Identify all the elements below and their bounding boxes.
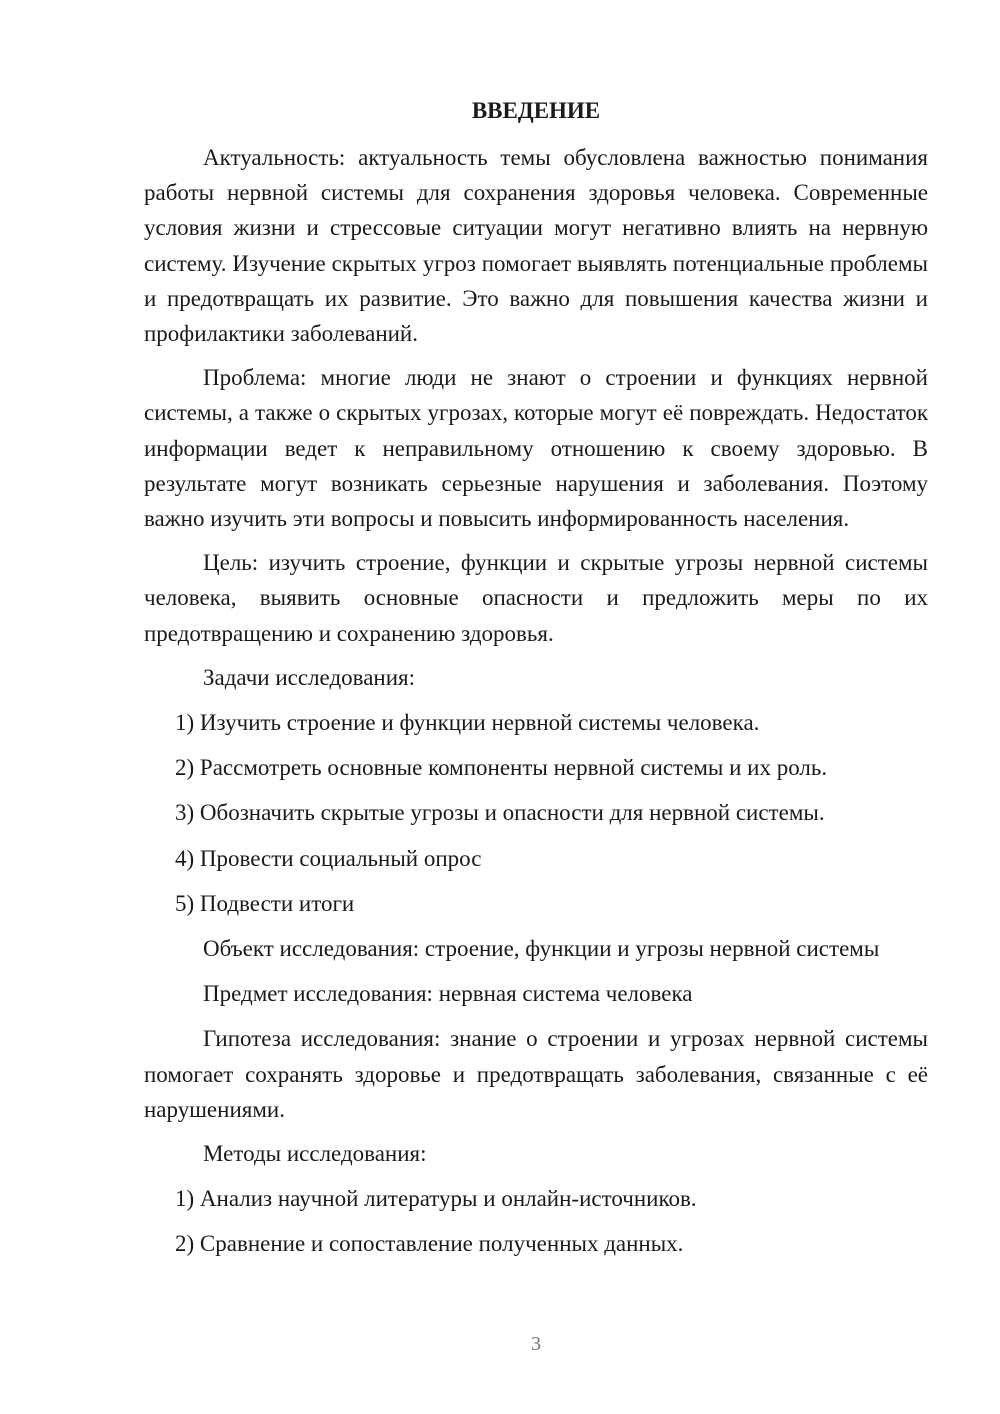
tasks-heading: Задачи исследования: [203,664,416,690]
hypothesis-paragraph: Гипотеза исследования: знание о строении и угрозах нервной системы помогает сохранять здоровье и предотвращать заболевания, связанные с её нарушениями. [144,1026,928,1122]
task-item-3: 3) Обозначить скрытые угрозы и опасности для нервной системы. [175,800,825,826]
research-subject: Предмет исследования: нервная система человека [203,981,693,1007]
page-title: ВВЕДЕНИЕ [471,98,601,123]
relevance-paragraph: Актуальность: актуальность темы обусловлена важностью понимания работы нервной системы для сохранения здоровья человека. Современные условия жизни и стрессовые ситуации могут негативно влиять на нервную систему. Изучение скрытых угроз помогает выявлять потенциальные проблемы и предотвращать их развитие. Это важно для повышения качества жизни и профилактики заболеваний. [144,145,928,347]
method-item-1: 1) Анализ научной литературы и онлайн-источников. [175,1186,697,1212]
methods-list [144,1181,928,1261]
task-item-1: 1) Изучить строение и функции нервной системы человека. [175,710,760,736]
goal-paragraph: Цель: изучить строение, функции и скрытые угрозы нервной системы человека, выявить основные опасности и предложить меры по их предотвращению и сохранению здоровья. [144,550,928,646]
research-object: Объект исследования: строение, функции и угрозы нервной системы [203,936,880,962]
method-item-2: 2) Сравнение и сопоставление полученных данных. [175,1231,684,1257]
tasks-list [144,705,928,921]
task-item-2: 2) Рассмотреть основные компоненты нервной системы и их роль. [175,755,828,781]
methods-heading: Методы исследования: [203,1141,427,1167]
problem-paragraph: Проблема: многие люди не знают о строении и функциях нервной системы, а также о скрытых угрозах, которые могут её повреждать. Недостаток информации ведет к неправильному отношению к своему здоровью. В результате могут возникать серьезные нарушения и заболевания. Поэтому важно изучить эти вопросы и повысить информированность населения. [144,365,928,532]
task-item-5: 5) Подвести итоги [175,890,355,916]
page-number: 3 [531,1333,541,1355]
page-content [144,94,928,1272]
task-item-4: 4) Провести социальный опрос [175,845,482,871]
